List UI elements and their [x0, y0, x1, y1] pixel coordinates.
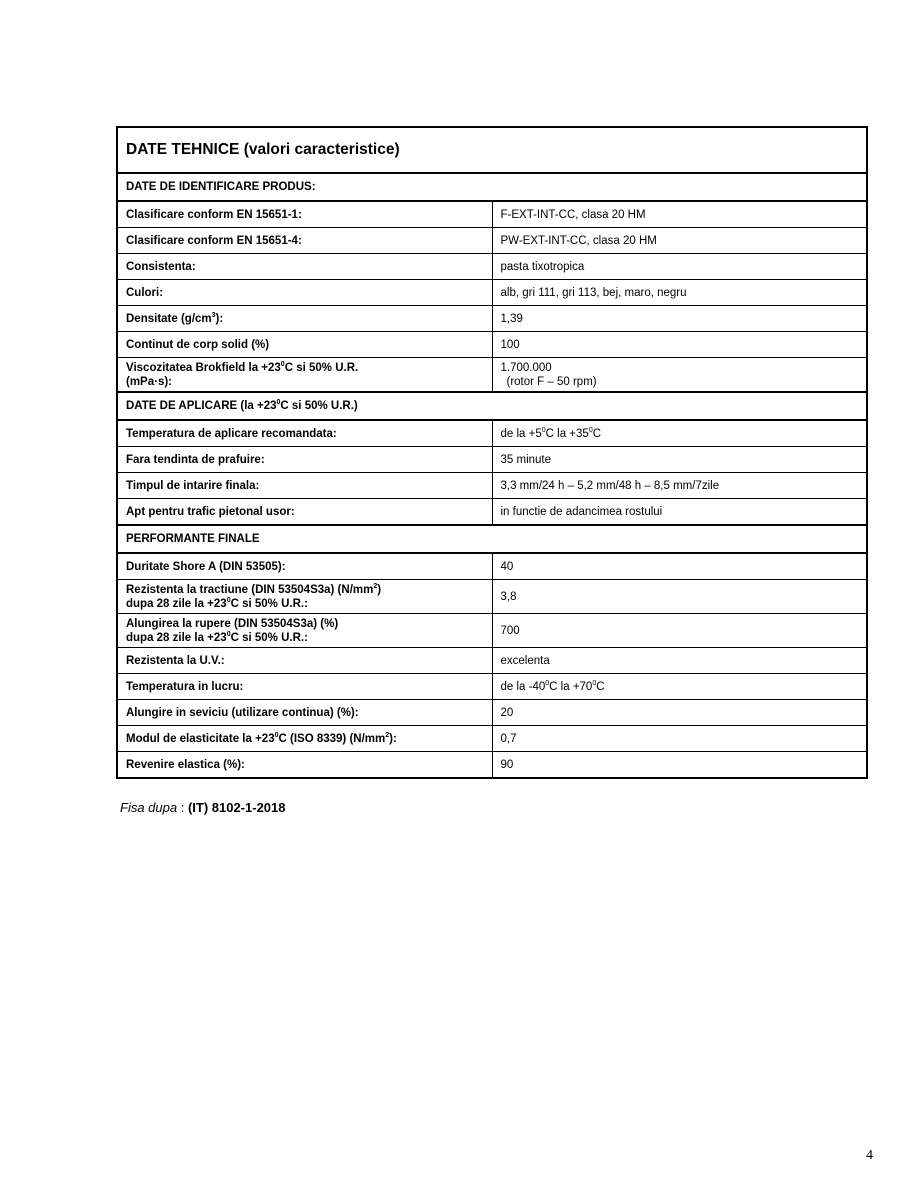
row-label: Rezistenta la U.V.: — [117, 648, 492, 674]
label-text: Alungirea la rupere (DIN 53504S3a) (%) — [126, 617, 339, 630]
label-text: ): — [389, 732, 397, 745]
value-text: C — [596, 680, 605, 693]
label-text-line2: C si 50% U.R.: — [230, 631, 308, 644]
value-superscript: 0 — [545, 679, 550, 687]
row-label — [117, 306, 492, 332]
table-row — [117, 499, 867, 526]
row-label: Culori: — [117, 280, 492, 306]
row-value: 40 — [492, 553, 867, 580]
table-row — [117, 700, 867, 726]
label-text-line2: (mPa·s): — [126, 375, 173, 388]
row-label — [117, 614, 492, 648]
value-text-line2: (rotor F – 50 rpm) — [506, 375, 597, 388]
row-value: pasta tixotropica — [492, 254, 867, 280]
table-row — [117, 648, 867, 674]
row-value: excelenta — [492, 648, 867, 674]
row-label: Duritate Shore A (DIN 53505): — [117, 553, 492, 580]
section-title-identification: DATE DE IDENTIFICARE PRODUS: — [117, 173, 867, 201]
row-label: Temperatura in lucru: — [117, 674, 492, 700]
row-value: 1,39 — [492, 306, 867, 332]
label-text: Viscozitatea Brokfield la +23 — [126, 361, 281, 374]
row-label — [117, 726, 492, 752]
row-value: PW-EXT-INT-CC, clasa 20 HM — [492, 228, 867, 254]
section-title-superscript: 0 — [276, 399, 281, 407]
table-row — [117, 614, 867, 648]
table-row — [117, 473, 867, 499]
value-text: C la +35 — [545, 427, 589, 440]
row-label: Fara tendinta de prafuire: — [117, 447, 492, 473]
label-superscript: 0 — [274, 731, 279, 739]
table-row — [117, 447, 867, 473]
row-value: 3,8 — [492, 580, 867, 614]
row-value — [492, 674, 867, 700]
row-label — [117, 358, 492, 393]
technical-data-sheet — [116, 126, 868, 779]
label-superscript: 2 — [373, 582, 378, 590]
row-label: Clasificare conform EN 15651-1: — [117, 201, 492, 228]
label-text: C si 50% U.R. — [284, 361, 359, 374]
row-label: Revenire elastica (%): — [117, 752, 492, 779]
table-row — [117, 254, 867, 280]
page-number: 4 — [866, 1148, 873, 1163]
label-text: Densitate (g/cm — [126, 312, 212, 325]
table-row — [117, 752, 867, 779]
row-value: alb, gri 111, gri 113, bej, maro, negru — [492, 280, 867, 306]
row-value — [492, 420, 867, 447]
label-text-line2: dupa 28 zile la +23 — [126, 597, 227, 610]
value-text: de la +5 — [500, 427, 542, 440]
row-label: Alungire in seviciu (utilizare continua) (%): — [117, 700, 492, 726]
section-header-application — [117, 392, 867, 420]
value-superscript: 0 — [541, 426, 546, 434]
row-label: Clasificare conform EN 15651-4: — [117, 228, 492, 254]
table-row — [117, 358, 867, 393]
table-row — [117, 580, 867, 614]
label-text-line2: dupa 28 zile la +23 — [126, 631, 227, 644]
section-title-application — [117, 392, 867, 420]
label-superscript: 0 — [280, 360, 285, 368]
table-row — [117, 553, 867, 580]
label-text: Modul de elasticitate la +23 — [126, 732, 275, 745]
row-label: Apt pentru trafic pietonal usor: — [117, 499, 492, 526]
row-value: 0,7 — [492, 726, 867, 752]
value-text: C la +70 — [549, 680, 593, 693]
value-superscript: 0 — [592, 679, 597, 687]
table-row — [117, 420, 867, 447]
row-value: 90 — [492, 752, 867, 779]
label-text: C (ISO 8339) (N/mm — [278, 732, 386, 745]
technical-data-table — [116, 126, 868, 779]
label-text: ): — [215, 312, 224, 325]
row-label: Timpul de intarire finala: — [117, 473, 492, 499]
label-superscript: 2 — [385, 731, 390, 739]
section-header-identification — [117, 173, 867, 201]
table-title: DATE TEHNICE (valori caracteristice) — [117, 127, 867, 173]
value-text: de la -40 — [500, 680, 546, 693]
row-label — [117, 580, 492, 614]
value-superscript: 0 — [588, 426, 593, 434]
row-value: 35 minute — [492, 447, 867, 473]
row-label: Continut de corp solid (%) — [117, 332, 492, 358]
row-value: 20 — [492, 700, 867, 726]
source-note-separator: : — [177, 800, 188, 815]
section-title-text: C si 50% U.R.) — [280, 400, 358, 412]
label-text: ) — [377, 583, 382, 596]
table-row — [117, 306, 867, 332]
table-row — [117, 201, 867, 228]
row-value: 700 — [492, 614, 867, 648]
source-note-reference: (IT) 8102-1-2018 — [187, 800, 286, 815]
label-superscript: 0 — [226, 630, 231, 638]
source-note-prefix: Fisa dupa — [120, 800, 178, 815]
table-row — [117, 726, 867, 752]
row-value: in functie de adancimea rostului — [492, 499, 867, 526]
section-title-text: DATE DE APLICARE (la +23 — [126, 400, 277, 412]
table-title-row — [117, 127, 867, 173]
row-value: 100 — [492, 332, 867, 358]
table-row — [117, 332, 867, 358]
table-row — [117, 280, 867, 306]
section-header-performance — [117, 525, 867, 553]
row-value: 3,3 mm/24 h – 5,2 mm/48 h – 8,5 mm/7zile — [492, 473, 867, 499]
table-row — [117, 228, 867, 254]
value-text: C — [592, 427, 602, 440]
source-note — [120, 800, 286, 815]
value-text: 1.700.000 — [500, 361, 552, 374]
row-value: F-EXT-INT-CC, clasa 20 HM — [492, 201, 867, 228]
label-superscript: 0 — [226, 596, 231, 604]
row-label: Consistenta: — [117, 254, 492, 280]
table-row — [117, 674, 867, 700]
row-label: Temperatura de aplicare recomandata: — [117, 420, 492, 447]
label-superscript: 3 — [211, 311, 216, 319]
row-value — [492, 358, 867, 393]
label-text-line2: C si 50% U.R.: — [230, 597, 308, 610]
label-text: Rezistenta la tractiune (DIN 53504S3a) (N/mm — [126, 583, 374, 596]
section-title-performance: PERFORMANTE FINALE — [117, 525, 867, 553]
